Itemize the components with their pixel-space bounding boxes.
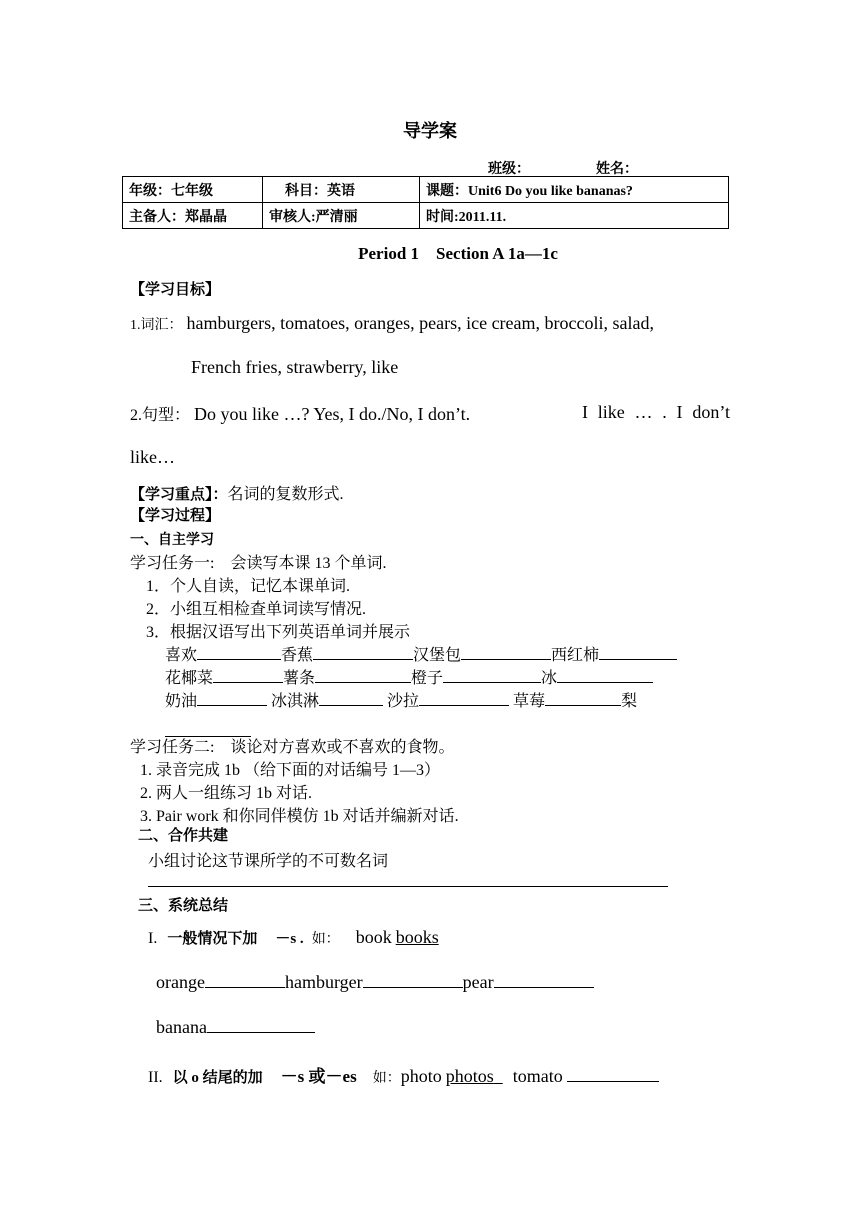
word-like: 喜欢 — [165, 647, 198, 664]
part2-heading: 二、合作共建 — [138, 828, 229, 844]
header-table — [122, 176, 729, 229]
word-orange: 橙子 — [411, 670, 444, 687]
task2-item: 2. 两人一组练习 1b 对话. — [140, 785, 313, 802]
word-hamburger-en: hamburger — [284, 972, 363, 992]
sentence-pattern-a: Do you like …? Yes, I do./No, I don’t. — [194, 404, 471, 424]
sentence-number: 2.句型： — [130, 407, 191, 424]
name-label: 姓名： — [596, 162, 638, 177]
answer-blank[interactable] — [197, 658, 281, 660]
word-icecream: 冰淇淋 — [271, 693, 320, 710]
sentence-pattern-cont: like… — [130, 447, 175, 467]
part3-heading: 三、系统总结 — [138, 898, 229, 914]
task1-heading: 学习任务一: 会读写本课 13 个单词. — [130, 555, 387, 572]
word-hamburger: 汉堡包 — [413, 647, 462, 664]
part1-heading: 一、自主学习 — [130, 533, 214, 548]
rule1-words-line — [156, 972, 594, 993]
task2-heading: 学习任务二: 谈论对方喜欢或不喜欢的食物。 — [130, 739, 455, 756]
rule1-line — [148, 927, 439, 948]
task2-item: 3. Pair work 和你同伴模仿 1b 对话并编新对话. — [140, 808, 459, 825]
part2-text: 小组讨论这节课所学的不可数名词 — [148, 853, 389, 870]
rule2-line — [148, 1062, 659, 1087]
rule1-ru: 如： — [311, 932, 340, 947]
vocab-line — [130, 313, 654, 334]
vocab-words: hamburgers, tomatoes, oranges, pears, ice cream, broccoli, salad, — [186, 313, 654, 333]
focus-heading: 【学习重点】： — [130, 487, 228, 503]
rule1-number: I. — [148, 930, 158, 947]
answer-blank[interactable] — [599, 658, 677, 660]
answer-blank[interactable] — [567, 1080, 659, 1082]
answer-blank[interactable] — [557, 681, 653, 683]
vocab-number: 1.词汇： — [130, 318, 183, 333]
word-row — [165, 688, 637, 711]
rule1-example: book — [355, 927, 392, 947]
answer-blank[interactable] — [461, 658, 551, 660]
word-salad: 沙拉 — [387, 693, 420, 710]
topic-cell: 课题：Unit6 Do you like bananas? — [420, 177, 729, 203]
task1-item: 3．根据汉语写出下列英语单词并展示 — [146, 624, 411, 641]
grade-cell: 年级：七年级 — [123, 177, 263, 203]
preparer-cell: 主备人：郑晶晶 — [123, 203, 263, 229]
answer-blank[interactable] — [205, 986, 285, 988]
sentence-line — [130, 402, 470, 425]
class-label: 班级： — [488, 162, 530, 177]
word-broccoli: 花椰菜 — [165, 670, 214, 687]
reviewer-cell: 审核人:严清丽 — [263, 203, 420, 229]
answer-blank[interactable] — [207, 1031, 315, 1033]
answer-blank[interactable] — [363, 986, 463, 988]
process-heading: 【学习过程】 — [130, 508, 221, 524]
answer-blank[interactable] — [494, 986, 594, 988]
task2-item: 1. 录音完成 1b （给下面的对话编号 1—3） — [140, 762, 441, 779]
focus-line — [130, 481, 344, 504]
word-tomato: 西红柿 — [551, 647, 600, 664]
word-strawberry: 草莓 — [513, 693, 546, 710]
answer-blank[interactable] — [443, 681, 541, 683]
rule2-number: II. — [148, 1069, 163, 1086]
word-fries: 薯条 — [283, 670, 316, 687]
rule2-label: 以 o 结尾的加 — [172, 1070, 263, 1086]
rule1-answer: books — [395, 927, 439, 947]
task1-item: 2．小组互相检查单词读写情况. — [146, 601, 367, 618]
rule2-ru: 如： — [372, 1071, 401, 1086]
rule2-answer: photos — [445, 1066, 494, 1086]
answer-blank[interactable] — [545, 704, 621, 706]
task1-item: 1．个人自读，记忆本课单词. — [146, 578, 351, 595]
rule1-label: 一般情况下加 — [167, 931, 258, 947]
answer-blank[interactable] — [197, 704, 267, 706]
word-tomato-en: tomato — [512, 1066, 563, 1086]
word-banana: 香蕉 — [281, 647, 314, 664]
word-ice: 冰 — [541, 670, 558, 687]
word-pear: 梨 — [621, 693, 638, 710]
period-heading: Period 1 Section A 1a—1c — [358, 244, 558, 263]
word-banana-en: banana — [156, 1017, 207, 1037]
word-cream: 奶油 — [165, 693, 198, 710]
part2-answer-line[interactable] — [148, 886, 668, 887]
rule2-example: photo — [400, 1066, 442, 1086]
sentence-pattern-b: I like … . I don’t — [582, 402, 730, 422]
rule1-words-line2 — [156, 1017, 315, 1038]
answer-blank[interactable] — [213, 681, 283, 683]
word-row — [165, 642, 677, 665]
answer-blank[interactable] — [319, 704, 383, 706]
subject-cell: 科目：英语 — [263, 177, 420, 203]
rule2-suffix: －s 或－es — [280, 1067, 357, 1086]
word-row — [165, 665, 653, 688]
page-title: 导学案 — [403, 121, 457, 141]
focus-text: 名词的复数形式. — [227, 486, 344, 503]
answer-blank[interactable] — [419, 704, 509, 706]
word-pear-en: pear — [462, 972, 494, 992]
vocab-words-cont: French fries, strawberry, like — [191, 357, 399, 377]
word-orange-en: orange — [156, 972, 205, 992]
answer-blank[interactable] — [313, 658, 413, 660]
objectives-heading: 【学习目标】 — [130, 282, 221, 298]
rule1-suffix: －s . — [275, 931, 304, 947]
answer-blank[interactable] — [315, 681, 411, 683]
date-cell: 时间:2011.11. — [420, 203, 729, 229]
